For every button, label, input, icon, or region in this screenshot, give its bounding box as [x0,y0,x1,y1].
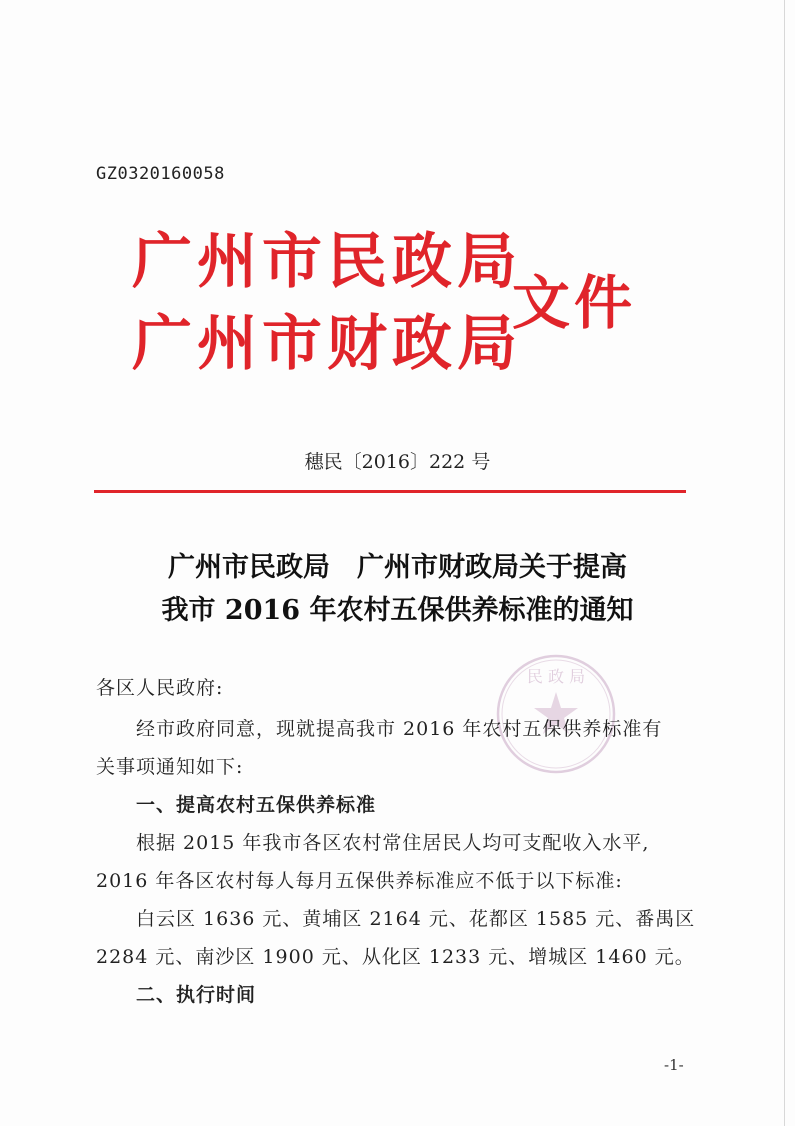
document-title-line-1: 广州市民政局 广州市财政局关于提高 [168,552,627,583]
red-divider-line [94,490,686,493]
salutation: 各区人民政府: [96,677,224,699]
paragraph-line: 关事项通知如下: [96,756,244,778]
document-title-line-2: 我市 2016 年农村五保供养标准的通知 [161,595,634,626]
document-code: GZ0320160058 [96,164,225,184]
section-heading-1: 一、提高农村五保供养标准 [136,794,377,816]
paragraph-line: 根据 2015 年我市各区农村常住居民人均可支配收入水平, [136,832,650,854]
section-heading-2: 二、执行时间 [136,984,257,1006]
paragraph-line: 经市政府同意，现就提高我市 2016 年农村五保供养标准有 [136,718,663,740]
seal-text: 民 政 局 [526,667,586,686]
paragraph-line: 2284 元、南沙区 1900 元、从化区 1233 元、增城区 1460 元。 [96,946,695,968]
issuer-suffix: 文件 [512,269,637,337]
page-number: -1- [664,1056,684,1074]
document-number: 穗民〔2016〕222 号 [304,451,491,473]
issuer-name-finance: 广州市财政局 [132,309,522,379]
paragraph-line: 2016 年各区农村每人每月五保供养标准应不低于以下标准: [96,870,623,892]
paragraph-line: 白云区 1636 元、黄埔区 2164 元、花都区 1585 元、番禺区 [136,908,696,930]
issuer-name-civil-affairs: 广州市民政局 [132,227,522,297]
